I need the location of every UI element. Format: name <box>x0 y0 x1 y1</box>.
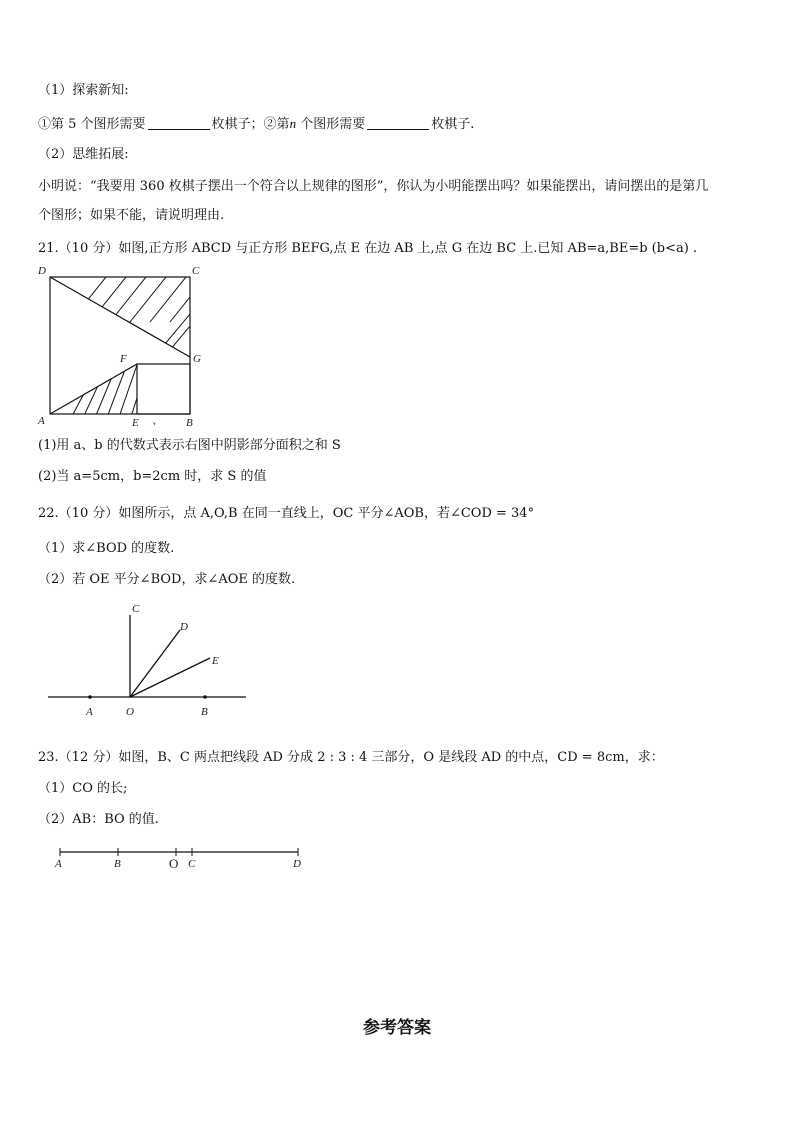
answer-blank-1[interactable] <box>148 116 210 130</box>
label-b: B <box>201 706 208 718</box>
answer-blank-2[interactable] <box>367 116 429 130</box>
label-c: C <box>188 858 196 870</box>
q20-part1-b-suffix: 枚棋子. <box>431 117 475 132</box>
q20-part1-a-suffix: 枚棋子；②第 <box>211 117 290 132</box>
label-tick: 、 <box>152 415 163 427</box>
label-o: O <box>169 856 179 871</box>
q20-part1-b-prefix: 个图形需要 <box>300 117 366 132</box>
label-b: B <box>114 858 121 870</box>
q22-sub1: （1）求∠BOD 的度数. <box>38 541 175 556</box>
label-g: G <box>193 353 201 365</box>
q20-part2-line1: 小明说：“我要用 360 枚棋子摆出一个符合以上规律的图形”，你认为小明能摆出吗？如果能摆出，请问摆出的是第几 <box>38 179 709 194</box>
label-d: D <box>293 858 301 870</box>
q20-part1-blanks <box>38 115 474 134</box>
ray-oe <box>130 658 210 697</box>
label-a: A <box>86 706 93 718</box>
ray-od <box>130 630 180 697</box>
point-a <box>88 695 92 699</box>
q22-header: 22.（10 分）如图所示，点 A,O,B 在同一直线上，OC 平分∠AOB，若∠COD = 34° <box>38 506 535 521</box>
q20-part2-title: （2）思维拓展: <box>38 147 129 162</box>
hatch-lower <box>70 357 150 420</box>
point-b <box>203 695 207 699</box>
label-f: F <box>120 353 127 365</box>
label-c: C <box>132 603 140 615</box>
label-o: O <box>126 706 134 718</box>
answer-section-title: 参考答案 <box>363 1018 431 1038</box>
label-d: D <box>38 265 46 277</box>
label-a: A <box>55 858 62 870</box>
q23-segment-figure <box>45 840 315 872</box>
label-d: D <box>180 621 188 633</box>
label-e: E <box>132 417 139 429</box>
q20-part1-title: （1）探索新知: <box>38 83 129 98</box>
q20-part1-a-prefix: ①第 5 个图形需要 <box>38 117 146 132</box>
hatch-upper <box>70 272 210 362</box>
q22-sub2: （2）若 OE 平分∠BOD，求∠AOE 的度数. <box>38 572 296 587</box>
segment-dg <box>50 277 190 357</box>
q23-sub1: （1）CO 的长; <box>38 781 128 796</box>
q23-header: 23.（12 分）如图，B、C 两点把线段 AD 分成 2 : 3 : 4 三部分，O 是线段 AD 的中点，CD = 8cm，求： <box>38 750 664 765</box>
segment-af <box>50 364 137 414</box>
q21-header: 21.（10 分）如图,正方形 ABCD 与正方形 BEFG,点 E 在边 AB 上,点 G 在边 BC 上.已知 AB=a,BE=b (b<a) . <box>38 241 698 256</box>
square-befg <box>137 364 190 414</box>
q21-sub1: (1)用 a、b 的代数式表示右图中阴影部分面积之和 S <box>38 438 341 453</box>
q23-sub2: （2）AB：BO 的值. <box>38 812 159 827</box>
label-a: A <box>38 415 45 427</box>
label-b: B <box>186 417 193 429</box>
q22-angle-figure <box>40 600 255 720</box>
q21-sub2: (2)当 a=5cm，b=2cm 时，求 S 的值 <box>38 469 267 484</box>
variable-n: n <box>289 116 297 131</box>
q20-part2-line2: 个图形；如果不能，请说明理由. <box>38 208 225 223</box>
label-e: E <box>212 655 219 667</box>
q21-square-figure <box>30 262 210 432</box>
label-c: C <box>192 265 200 277</box>
